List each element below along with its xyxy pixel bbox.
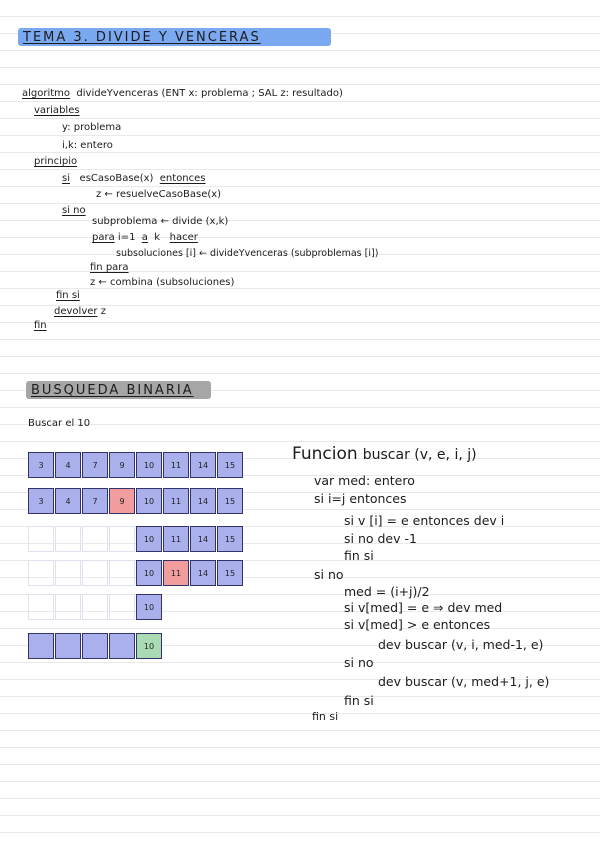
condition-text: esCasoBase(x)	[79, 173, 154, 184]
fn-line-7: med = (i+j)/2	[344, 584, 430, 599]
loop-limit: k	[154, 232, 161, 243]
array-cell: 10	[136, 594, 162, 620]
code-line-13: z ← combina (subsoluciones)	[90, 277, 235, 288]
array-cell: 14	[190, 526, 216, 552]
section1-title	[18, 28, 331, 46]
array-cell: 15	[217, 560, 243, 586]
keyword-para: para	[92, 232, 115, 243]
code-line-11: subsoluciones [i] ← divideYvenceras (subproblemas [i])	[116, 248, 379, 259]
array-cell	[55, 633, 81, 659]
array-cell	[82, 594, 108, 620]
array-cell	[82, 526, 108, 552]
array-cell	[28, 594, 54, 620]
array-cell: 15	[217, 452, 243, 478]
return-value: z	[100, 306, 106, 317]
fn-line-13: fin si	[344, 693, 374, 708]
function-signature: buscar (v, e, i, j)	[362, 447, 477, 463]
section2-title	[26, 381, 211, 399]
fn-line-1: var med: entero	[314, 473, 415, 488]
array-cell: 7	[82, 452, 108, 478]
fn-line-14: fin si	[312, 710, 339, 723]
code-line-10	[92, 232, 198, 243]
array-cell	[82, 560, 108, 586]
keyword-algoritmo: algoritmo	[22, 88, 71, 99]
code-line-4: i,k: entero	[62, 140, 113, 151]
function-header	[292, 444, 477, 464]
array-cell: 4	[55, 488, 81, 514]
fn-line-5: fin si	[344, 548, 374, 563]
array-cell	[55, 594, 81, 620]
section2-title-text: BUSQUEDA BINARIA	[31, 382, 194, 398]
array-cell	[55, 526, 81, 552]
fn-line-11: si no	[344, 655, 374, 670]
array-cell: 11	[163, 488, 189, 514]
array-cell: 10	[136, 452, 162, 478]
array-cell	[28, 526, 54, 552]
array-cell: 10	[136, 560, 162, 586]
array-cell: 9	[109, 452, 135, 478]
array-cell: 7	[82, 488, 108, 514]
fn-line-9: si v[med] > e entonces	[344, 617, 491, 632]
array-cell: 10	[136, 526, 162, 552]
fn-line-8: si v[med] = e ⇒ dev med	[344, 600, 503, 615]
code-line-6	[62, 173, 206, 184]
keyword-funcion: Funcion	[292, 444, 358, 464]
array-cell	[28, 633, 54, 659]
keyword-hacer: hacer	[169, 232, 198, 243]
array-cell: 10	[136, 633, 162, 659]
array-cell: 15	[217, 526, 243, 552]
code-line-16: fin	[34, 320, 47, 331]
fn-line-10: dev buscar (v, i, med-1, e)	[378, 637, 544, 652]
fn-line-6: si no	[314, 567, 344, 582]
code-line-3: y: problema	[62, 122, 122, 133]
array-cell: 4	[55, 452, 81, 478]
keyword-devolver: devolver	[54, 306, 98, 317]
array-cell: 10	[136, 488, 162, 514]
fn-line-3: si v [i] = e entonces dev i	[344, 513, 505, 528]
array-cell: 3	[28, 452, 54, 478]
array-cell: 14	[190, 452, 216, 478]
array-cell: 15	[217, 488, 243, 514]
fn-line-4: si no dev -1	[344, 531, 417, 546]
array-cell	[109, 633, 135, 659]
keyword-si: si	[62, 173, 70, 184]
array-cell: 11	[163, 526, 189, 552]
code-line-1	[22, 88, 343, 99]
array-cell: 3	[28, 488, 54, 514]
array-cell	[109, 560, 135, 586]
array-cell	[109, 594, 135, 620]
array-cell	[82, 633, 108, 659]
array-cell: 14	[190, 488, 216, 514]
keyword-entonces: entonces	[159, 173, 206, 184]
code-line-2: variables	[34, 105, 80, 116]
code-line-15	[54, 306, 106, 317]
array-cell	[55, 560, 81, 586]
fn-line-12: dev buscar (v, med+1, j, e)	[378, 674, 550, 689]
array-cell: 9	[109, 488, 135, 514]
keyword-a: a	[141, 232, 148, 243]
code-line-9: subproblema ← divide (x,k)	[92, 216, 229, 227]
array-cell	[28, 560, 54, 586]
code-line-5: principio	[34, 156, 78, 167]
code-line-14: fin si	[56, 290, 80, 301]
algorithm-signature: divideYvenceras (ENT x: problema ; SAL z: resultado)	[76, 88, 343, 99]
array-cell	[109, 526, 135, 552]
loop-init: i=1	[117, 232, 136, 243]
array-cell: 14	[190, 560, 216, 586]
fn-line-2: si i=j entonces	[314, 491, 407, 506]
search-target-label: Buscar el 10	[28, 418, 91, 429]
code-line-8: si no	[62, 205, 86, 216]
section1-title-text: TEMA 3. DIVIDE Y VENCERAS	[23, 29, 261, 45]
array-cell: 11	[163, 560, 189, 586]
code-line-12: fin para	[90, 262, 129, 273]
array-cell: 11	[163, 452, 189, 478]
code-line-7: z ← resuelveCasoBase(x)	[96, 189, 222, 200]
